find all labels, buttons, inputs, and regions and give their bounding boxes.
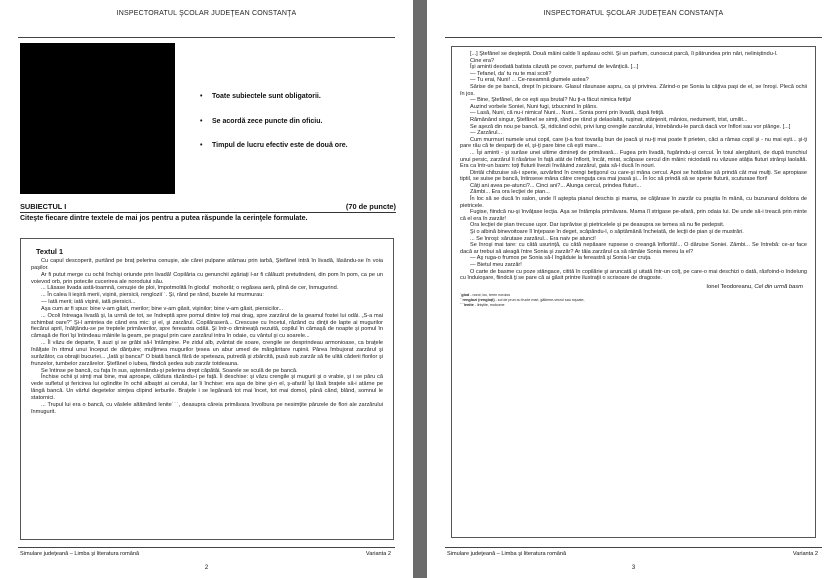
footer-divider bbox=[18, 547, 395, 548]
paragraph: — Zarzărul... bbox=[470, 130, 503, 137]
footnote-definition: - soi de prun cu fructe mari, gălbene-verzui sau roşcate, bbox=[494, 297, 585, 302]
footnotes bbox=[460, 293, 807, 308]
footer-variant: Varianta 2 bbox=[792, 551, 818, 557]
subject-instruction: Citeşte fiecare dintre textele de mai jos pentru a putea răspunde la cerinţele formulate. bbox=[20, 215, 308, 222]
footnote-term: ˙˙renglozi (rengloţi) bbox=[460, 297, 495, 302]
instruction-item bbox=[200, 141, 400, 150]
paragraph: Închise ochii şi simţi mai bine, mai aproape, căldura răzându-i pe faţă. Îi deschise: şi văzu crengile şi mugurii şi o vrabie, şi i se păru că vede sufletul şi fericirea lui oglindite în ochii albaştri ai cerului, lar îi închise: era aşa de bine şi-n el, ş-afară! Îşi lăsă braţele să-i atârne pe lângă bancă. Un vârful degetelor simţea clipind ierburile. Braţele i se legănară tot mai încet, tot mai domol, până când, blând, somnul le statornici. bbox=[31, 374, 383, 401]
paragraph: ... Îşi aminti - şi surâse unei ultime dimineţi de primăvară... Fugea prin livadă, fugărindu-şi cercul. În toiul alergăturii, de după trunchiul unui persic, zarzărul îi răsărise în faţă atât de înflorit, încât, mirat, scăpase cercul din mâini: niciodată nu văzuse atâţia fluturi strânşi laolaltă. Era ca într-un basm: toţi fluturii livezii învăluind zarzărul, gata să-l ducă în nouri. bbox=[460, 149, 807, 170]
paragraph: — Bietul meu zarzăr! bbox=[470, 262, 522, 268]
instruction-item bbox=[200, 92, 400, 101]
paragraph: ... În calea li ieşiră merii, vişinii, piersicii, renglozii˙˙. Şi, rând pe rând, buzele lui murmurau: bbox=[41, 292, 264, 299]
paragraph: — Iată merii; iată vişinii, iată piersicii... bbox=[41, 299, 136, 306]
paragraph: — Tu erai, Nuni! ... Ce-nseamnă glumele astea? bbox=[470, 77, 589, 84]
page-right bbox=[427, 0, 840, 578]
paragraph: Îşi aminti deodată batista căzută pe covor, parfumul de levănţică. [...] bbox=[470, 64, 639, 71]
footnote-term: ˙glod bbox=[460, 292, 470, 297]
paragraph: — Tefanel, da’ tu nu te mai scoli? bbox=[470, 70, 552, 77]
source-attribution bbox=[460, 284, 807, 290]
paragraph: Ora lecţiei de pian trecuse uşor. Dar isprăvise şi pietricelele şi pe deasupra se temea să nu fie pedepsit. bbox=[470, 222, 725, 229]
paragraph: Cu capul descoperit, purtând pe braţ pelerina cenuşie, ale cărei pulpane atârnau prin iarbă, Ştefănel intră în livadă, lăsându-se în voia paşilor. bbox=[31, 258, 383, 271]
instruction-item bbox=[200, 117, 400, 126]
paragraph: — Bine, Ştefănel, de ce eşti aşa brutal? Nu ţi-a făcut nimica fetiţa! bbox=[470, 97, 632, 104]
header-divider bbox=[18, 37, 395, 38]
paragraph: Se înroşi mai tare: cu câtă usurinţă, cu câtă nepăsare rupsese o creangă înflorită!... O dăruise Soniei. Zâmbi... Se întrebă: ce-ar face dacă ar trebui să aleagă între Sonia şi zarzăr? Ar tăia zarzărul ca să rămâie Sonia mereu la el? bbox=[460, 242, 807, 255]
page-header: INSPECTORATUL ŞCOLAR JUDEŢEAN CONSTANŢA bbox=[543, 10, 724, 17]
work-title: Cel din urmă basm bbox=[754, 283, 803, 290]
footer-subject: Simulare judeţeană – Limba şi literatura română bbox=[20, 551, 140, 557]
paragraph: [...] Ştefănel se deşteptă. Două mâini calde îi apăsau ochii. Şi un parfum, cunoscut parcă, îi pătrundea prin nări, neliniştindu-l. bbox=[470, 51, 778, 57]
footnote bbox=[460, 303, 807, 308]
redacted-black-box bbox=[20, 43, 175, 194]
paragraph: Cine era? bbox=[470, 57, 495, 64]
paragraph: Ar fi putut merge cu ochii închişi oriunde prin livadă! Copilăria cu genunchii zgâriaţi l-ar fi călăuzit pretutindeni, din pom în pom, ca pe un voievod orb, prin potecile cucerirea ale noroduiui său. bbox=[31, 271, 383, 285]
author-name: Ionel Teodoreanu, bbox=[706, 283, 755, 290]
paragraph: Câţi ani aveа pe-atunci?... Cinci ani?... Alunga cercul, prindea fluturi... bbox=[470, 182, 642, 189]
paragraph: Fugise, fiindcă nu-şi învăţase lecţia. Aşa se întâmpla primăvara. Mama îl strigase pe-afară, prin odaia lui. De unde să-i treacă prin minte că el era în zarzăr! bbox=[460, 209, 807, 222]
footnote-term: ˙˙˙lenite bbox=[460, 302, 474, 307]
header-divider bbox=[445, 37, 822, 38]
page-number: 2 bbox=[204, 565, 209, 571]
bullet-icon: • bbox=[200, 117, 203, 125]
paragraph: ... Lăsase livada astă-toamnă, cenuşie de ploi, împotmolită în glodul˙ mohorât; o regăsea aeră, plină de cer, înmugurind. bbox=[41, 285, 339, 292]
instruction-text: Toate subiectele sunt obligatorii. bbox=[212, 93, 321, 100]
text-1-continuation-box bbox=[451, 46, 816, 538]
paragraph: În loc să se ducă în salon, unde îl aştepta pianul deschis şi mama, se căţărase în zarzăr cu praştia în mână, cu buzunarul doldora de pietricele. bbox=[460, 196, 807, 209]
footnote-definition: - noroi; loc, teren noroios bbox=[469, 292, 511, 297]
footer-variant: Varianta 2 bbox=[365, 551, 391, 557]
footer-subject: Simulare judeţeană – Limba şi literatura română bbox=[447, 551, 567, 557]
paragraph: Rămânând singur, Ştefănel se simţi, rând pe rând şi delaolaltă, ruşinat, stânjenit, mânios, nedumerit, trist, umilit... bbox=[470, 116, 748, 123]
bullet-icon: • bbox=[200, 142, 203, 149]
paragraph: O carte de basme cu poze stângace, citită în copilărie şi aruncată şi uitată într-un colţ, pe care-o mai deschizi o dată, răsfoind-o îndelung cu înduioşare, fiindcă ţi se pare că ai găsit printre ilustraţii o scrisoare de dragoste. bbox=[460, 268, 807, 282]
paragraph: — Aş ruga-o frumos pe Sonia să-l îngăduie la fereastră şi Sonia l-ar cruţa. bbox=[470, 255, 652, 262]
footnote-definition: - liniştite, molcome bbox=[473, 302, 505, 307]
paragraph: ... Îl văzu de departe, îl auzi şi se grăbi să-l întâmpine. Pe zidul alb, zvântat de soare, crengile se desprindeau armonioase, ca braţele înălţate în ritmul unui început de dănţuire; mulţimea mugurilor ţesea un abur umed de mărgăritare rupinii. Pârea îmbujorat zarzărul şi surâzător, ca obrajii bucuriei... „Iată şi banca!” O biată bancă fără de speteaza, putredă şi zbârcită, pusă sub zarzăr să fie ulită căderii florilor şi frunzelor, tumbelor zarzărelor. Ştefănel o iubea, fiindcă şedea sub zarzăr totdeauna. bbox=[31, 340, 383, 367]
paragraph: Zâmbi... Era ora lecţiei de pian... bbox=[470, 189, 550, 196]
exam-instructions bbox=[200, 92, 400, 166]
instruction-text: Se acordă zece puncte din oficiu. bbox=[212, 117, 323, 125]
paragraph: Dintâi chibzuise să-i sperie, azvârlind în crengi beţişorul cu care-şi mâna cercul. Apoi se hotărâse să prindă cât mai mulţi. Se apropiase tiptil, se suise pe bancă, întinsese mâna către crenguţa cea mai joasă şi... În loc să prindă să se sperie fluturii, scuturase flori! bbox=[460, 169, 807, 183]
subject-title: SUBIECTUL I bbox=[20, 202, 67, 211]
page-header: INSPECTORATUL ŞCOLAR JUDEŢEAN CONSTANŢA bbox=[116, 10, 297, 17]
paragraph: Se întinse pe bancă, cu faţa în sus, aşternându-şi pelerina drept căpătâi. Soarele se sculă de pe bancă. bbox=[41, 367, 298, 374]
paragraph: Şi o albină binevoitoare îl înţepase în deget, scăpându-l, o săptămână încheiată, de lecţii de pian şi de mustrări. bbox=[470, 229, 744, 236]
paragraph: — Lasă, Nuni, că nu-i nimica! Nuni... Nuni... Sonia porni prin livadă, după fetiţă. bbox=[470, 110, 665, 117]
page-number: 3 bbox=[631, 565, 636, 571]
subject-heading bbox=[20, 202, 396, 213]
paragraph: Auzind vorbele Soniei, Nuni fugi, izbucnind în plâns. bbox=[470, 103, 598, 110]
footer-divider bbox=[445, 547, 822, 548]
paragraph: Aşa cum ar fi spus: bine v-am găsit, merilor; bine v-am găsit, vişinilor; bine v-am găsit, piersicilor... bbox=[41, 305, 284, 312]
text-1-box bbox=[20, 238, 394, 540]
paragraph: ... Trupul lui era o bancă, cu văslele altămând lenite˙˙˙, deasupra căreia primăvara învolbura pe nesimţite pânzele de flori ale zarzărului înmugurit. bbox=[31, 401, 383, 415]
paragraph: ... Se înroşi: sărutase zarzărul... Era naiv pe atunci! bbox=[470, 235, 596, 242]
subject-points: (70 de puncte) bbox=[345, 202, 396, 211]
text-title: Textul 1 bbox=[36, 247, 64, 256]
paragraph: Sărise de pe bancă, drept în picioare. Glasul răsunase aspru, ca şi privirea. Zărind-o pe Sonia la câţiva paşi de el, se înroşi. Plecă ochii în jos. bbox=[460, 83, 807, 97]
paragraph: ... Ocoli întreaga livadă şi, la urmă de tot, se îndreptă spre pomul dintre toţi mai drag, spre zarzărul de la geamul fostei lui odăi. „S-a mai schimbat oare?” Şi-l amintea de când era mic: şi el, şi zarzărul. Copilăraseră... Crescuse cu încetul, răzând cu dinţii de lapte ai mugurilor fiecărui april, înălţându-se pe treptele primăverilor, spre fereastra odăii. Şi într-o dimineaţă nezuită, copilul în cămaşă de noapte şi pomul în cămaşă de flori îşi întindeau mâinile la geam, pe pragul prin care zarzărul intra în odaie, cu vântul şi cu soarele... bbox=[31, 312, 383, 340]
page-left bbox=[0, 0, 413, 578]
instruction-text: Timpul de lucru efectiv este de două ore. bbox=[212, 142, 348, 149]
paragraph: Cum murmuri numele unui copil, care ţi-a fost tovarăş bun de joacă şi nu-ţi mai poate fi prieten, căci a rămas copil şi - nu mai eşti... şi-ţi pare rău că te desparţi de el, şi-ţi pare bine că eşti mare... bbox=[460, 136, 807, 150]
paragraph: Se aşeză din nou pe bancă. Şi, ridicând ochii, privi lung crengile zarzărului, întrebându-le parcă dacă vor înflori sau vor plânge. [...] bbox=[470, 123, 791, 130]
bullet-icon: • bbox=[200, 93, 203, 100]
